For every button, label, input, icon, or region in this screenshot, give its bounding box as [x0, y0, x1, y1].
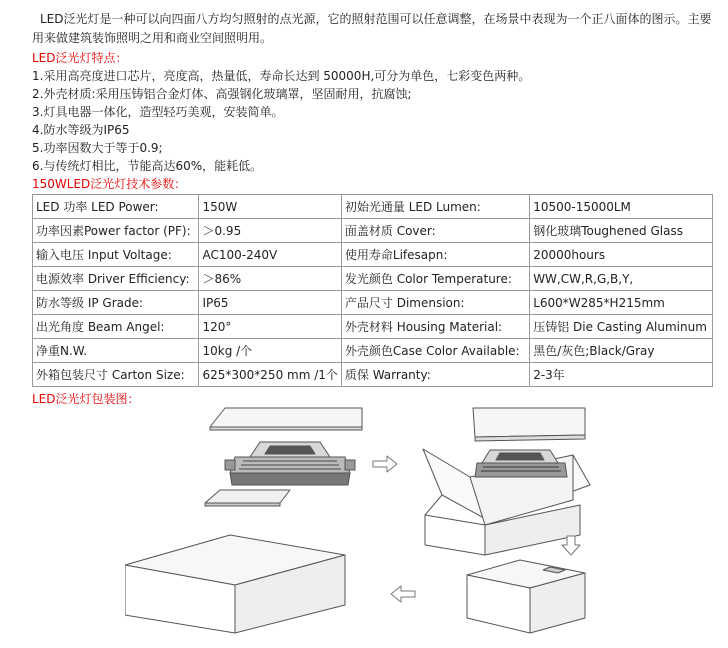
spec-label: 初始光通量 LED Lumen: [341, 195, 529, 219]
spec-label: 功率因素Power factor (PF): [33, 219, 199, 243]
arrow-right-icon [373, 456, 397, 472]
spec-label: 发光颜色 Color Temperature: [341, 267, 529, 291]
spec-label: 电源效率 Driver Efficiency: [33, 267, 199, 291]
specs-title: 150WLED泛光灯技术参数： [32, 177, 187, 191]
spec-label: 产品尺寸 Dimension: [341, 291, 529, 315]
exploded-parts-illustration [205, 408, 362, 506]
spec-value: 20000hours [530, 243, 713, 267]
feature-item: 1.采用高亮度进口芯片，亮度高，热量低，寿命长达到 50000H,可分为单色，七彩变色两种。 [32, 69, 531, 83]
features-title: LED泛光灯特点： [32, 51, 128, 65]
spec-value: WW,CW,R,G,B,Y, [530, 267, 713, 291]
spec-value: 10500-15000LM [530, 195, 713, 219]
intro-text: LED泛光灯是一种可以向四面八方均匀照射的点光源，它的照射范围可以任意调整，在场景中表现为一个正八面体的图示。主要用来做建筑装饰照明之用和商业空间照明用。 [32, 12, 712, 45]
table-row [33, 267, 713, 291]
spec-label: 外箱包装尺寸 Carton Size: [33, 363, 199, 387]
feature-item: 4.防水等级为IP65 [32, 123, 130, 137]
packaging-diagram [125, 405, 715, 640]
table-row [33, 243, 713, 267]
spec-label: 面盖材质 Cover: [341, 219, 529, 243]
spec-label: 外壳材料 Housing Material: [341, 315, 529, 339]
closed-box-illustration [467, 560, 585, 633]
table-row [33, 363, 713, 387]
spec-value: 黑色/灰色;Black/Gray [530, 339, 713, 363]
feature-item: 6.与传统灯相比，节能高达60%，能耗低。 [32, 159, 263, 173]
flood-light-icon [225, 442, 355, 485]
spec-label: 使用寿命Lifesapn: [341, 243, 529, 267]
arrow-left-icon [391, 586, 415, 602]
open-box-illustration [423, 408, 590, 555]
table-row [33, 195, 713, 219]
spec-label: 质保 Warranty: [341, 363, 529, 387]
table-row [33, 315, 713, 339]
spec-label: 外壳颜色Case Color Available: [341, 339, 529, 363]
feature-item: 5.功率因数大于等于0.9; [32, 141, 163, 155]
spec-value: 压铸铝 Die Casting Aluminum [530, 315, 713, 339]
spec-label: 防水等级 IP Grade: [33, 291, 199, 315]
spec-value: 625*300*250 mm /1个 [199, 363, 341, 387]
spec-value: 10kg /个 [199, 339, 341, 363]
spec-value: 钢化玻璃Toughened Glass [530, 219, 713, 243]
table-row [33, 291, 713, 315]
spec-label: 输入电压 Input Voltage: [33, 243, 199, 267]
spec-label: LED 功率 LED Power: [33, 195, 199, 219]
spec-value: L600*W285*H215mm [530, 291, 713, 315]
spec-value: 150W [199, 195, 341, 219]
spec-value: ＞0.95 [199, 219, 341, 243]
table-row [33, 219, 713, 243]
spec-value: 120° [199, 315, 341, 339]
spec-value: 2-3年 [530, 363, 713, 387]
packaging-title: LED泛光灯包装图： [32, 392, 140, 406]
spec-value: IP65 [199, 291, 341, 315]
spec-table [32, 194, 713, 387]
arrow-down-icon [562, 536, 580, 555]
spec-label: 净重N.W. [33, 339, 199, 363]
table-row [33, 339, 713, 363]
spec-value: AC100-240V [199, 243, 341, 267]
intro-paragraph [32, 10, 722, 48]
spec-value: ＞86% [199, 267, 341, 291]
feature-item: 2.外壳材质:采用压铸铝合金灯体、高强钢化玻璃罩，坚固耐用，抗腐蚀; [32, 87, 412, 101]
spec-label: 出光角度 Beam Angel: [33, 315, 199, 339]
feature-item: 3.灯具电器一体化，造型轻巧美观，安装简单。 [32, 105, 284, 119]
outer-carton-illustration [125, 535, 345, 633]
